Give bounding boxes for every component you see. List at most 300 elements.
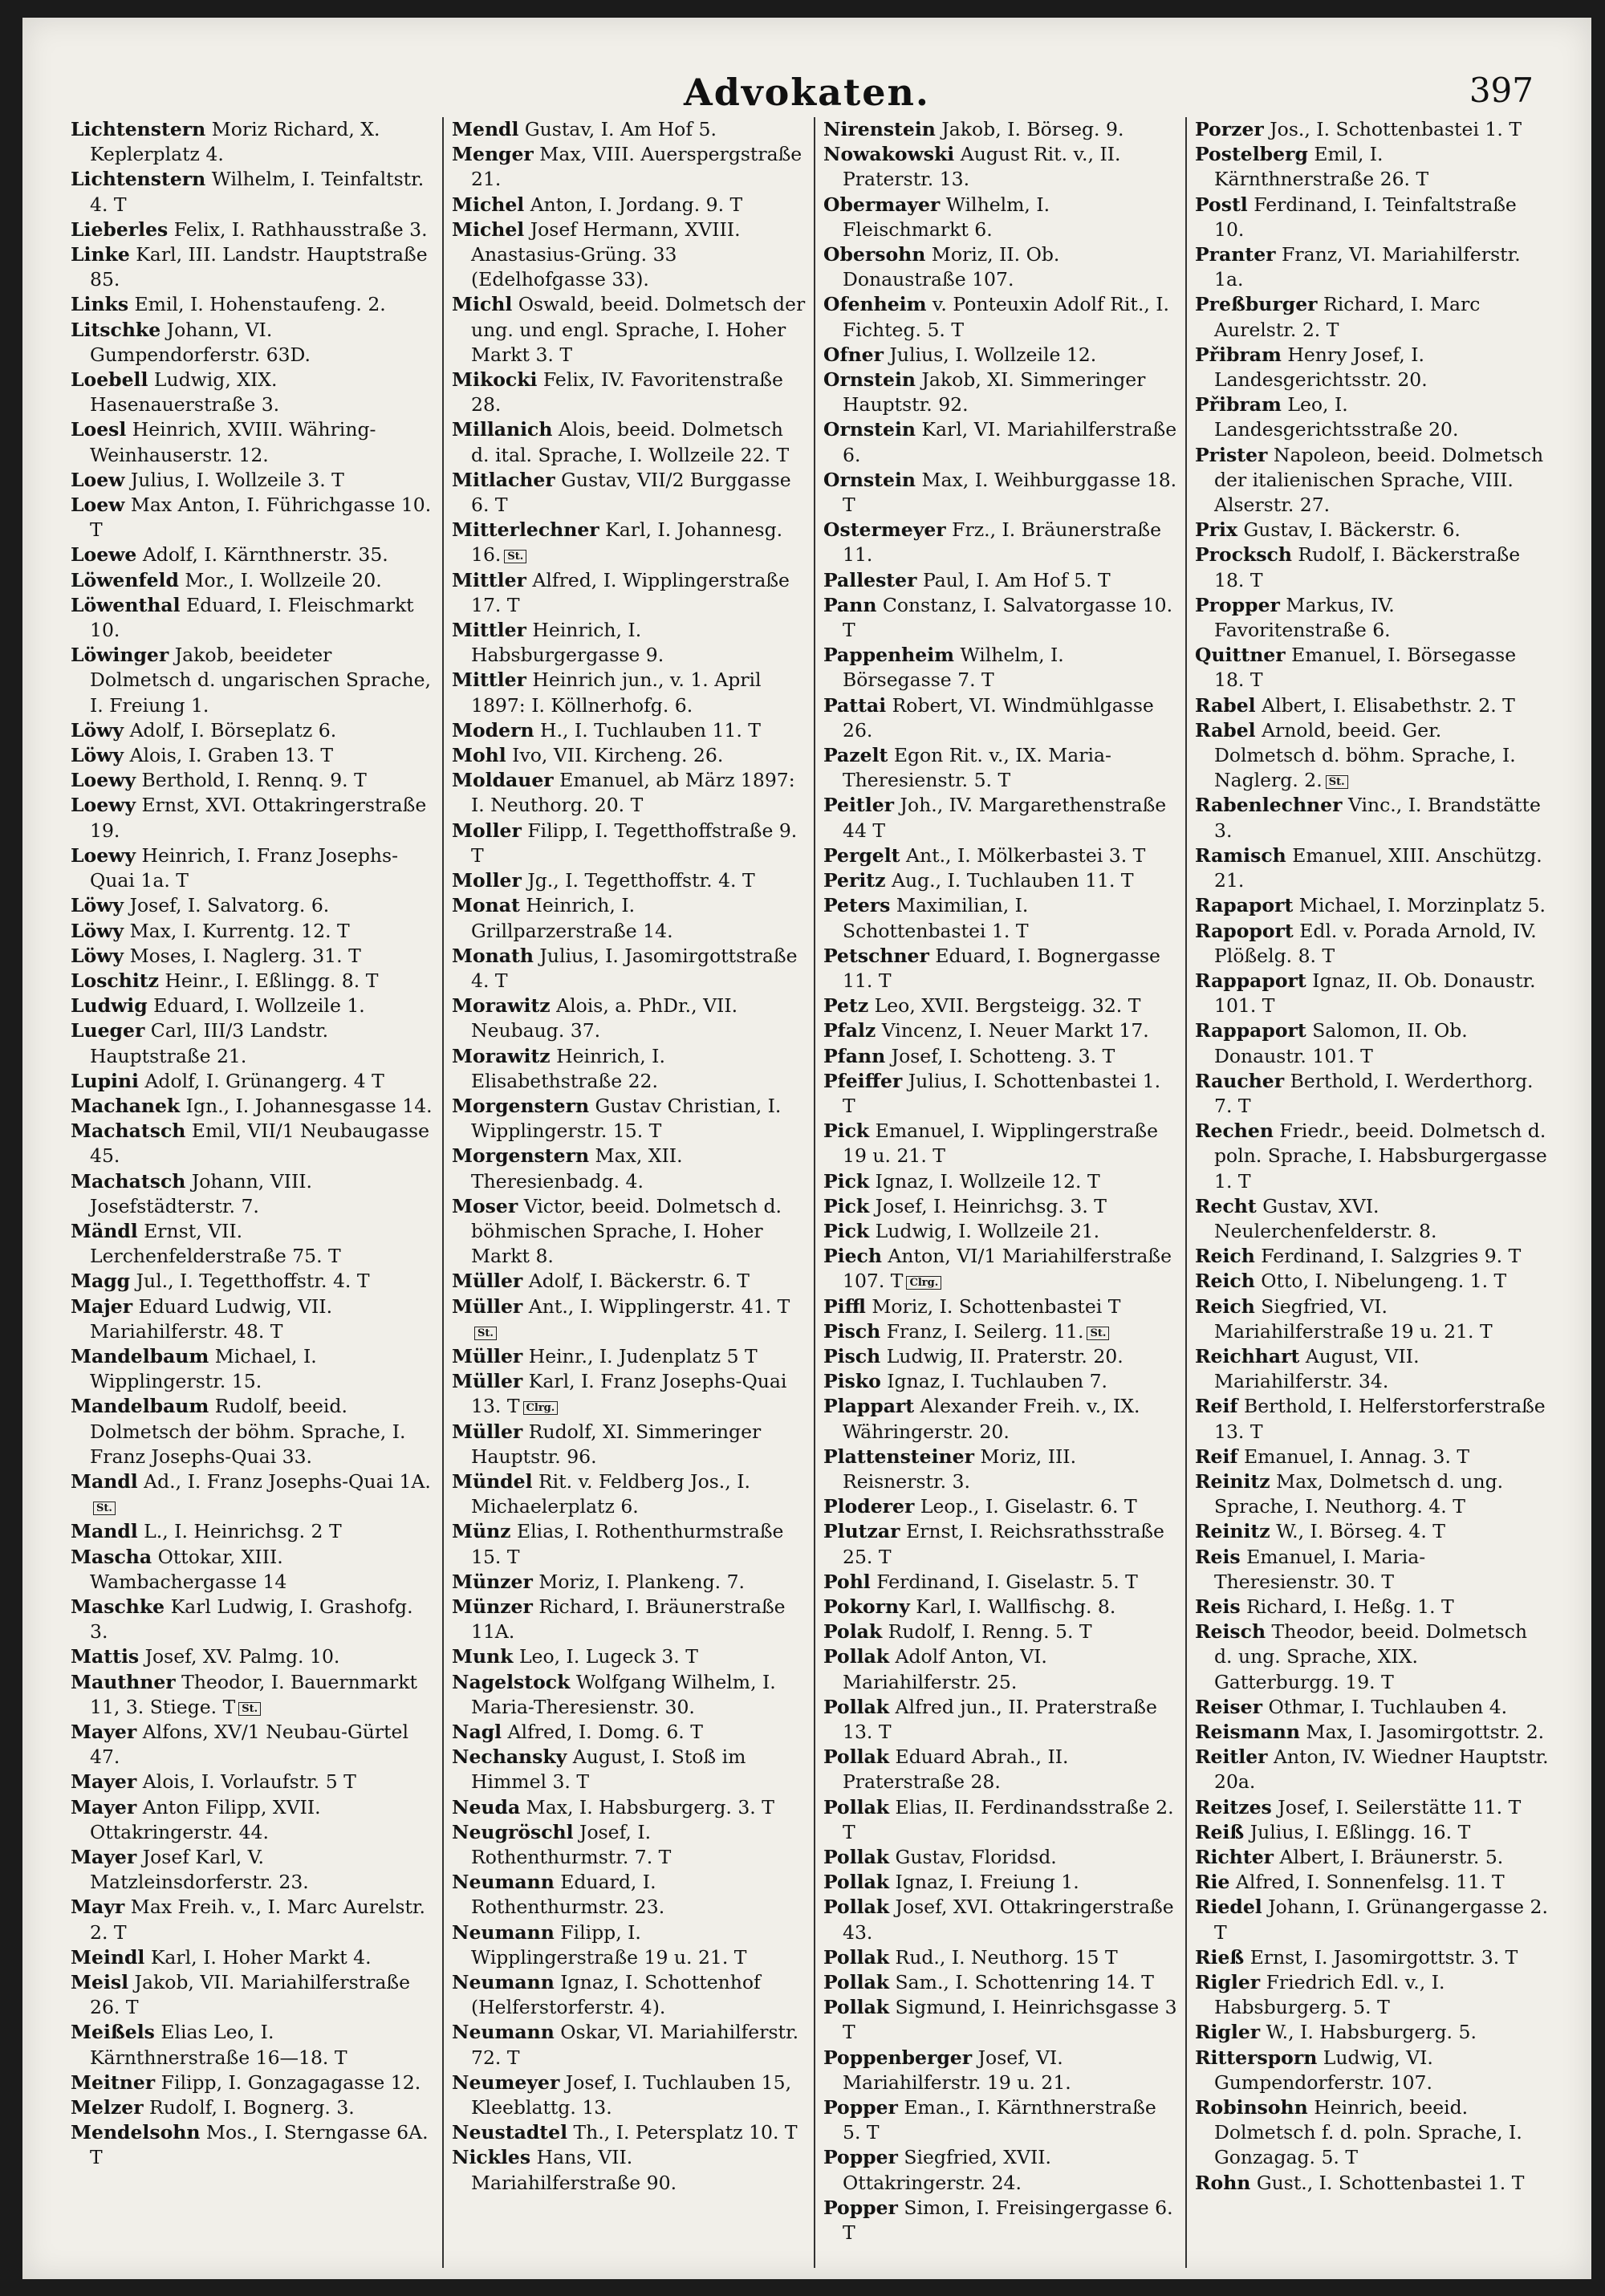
entry-details: Rud., I. Neuthorg. 15 T <box>889 1945 1118 1969</box>
entry-details: Eduard, I. Bognergasse 11. T <box>843 944 1160 992</box>
entry-details: Ernst, I. Reichsrathsstraße 25. T <box>843 1520 1164 1568</box>
entry-details: Filipp, I. Gonzagagasse 12. <box>155 2070 421 2094</box>
entry-surname: Pollak <box>823 1871 890 1894</box>
entry-details: Franz, VI. Mariahilferstr. 1a. <box>1214 243 1521 291</box>
entry-surname: Nechansky <box>452 1745 567 1769</box>
entry-details: L., I. Heinrichsg. 2 T <box>137 1520 342 1543</box>
entry-surname: Neuda <box>452 1795 521 1819</box>
entry-details: Jakob, I. Börseg. 9. <box>935 118 1124 140</box>
entry-details: Ferdinand, I. Salzgries 9. T <box>1254 1245 1522 1268</box>
directory-entry <box>452 142 806 192</box>
entry-surname: Reich <box>1195 1294 1255 1318</box>
directory-entry <box>1195 1194 1549 1244</box>
directory-entry <box>71 2095 434 2120</box>
entry-details: Ottokar, XIII. Wambachergasse 14 <box>90 1545 287 1593</box>
entry-details: Gustav, Floridsd. <box>889 1846 1057 1869</box>
directory-entry <box>823 193 1177 242</box>
entry-details: Simon, I. Freisingergasse 6. T <box>843 2196 1173 2245</box>
entry-surname: Neugröschl <box>452 1820 574 1843</box>
directory-entry <box>1195 1394 1549 1444</box>
entry-details: Gustav, I. Am Hof 5. <box>518 118 717 140</box>
entry-details: Ant., I. Mölkerbastei 3. T <box>900 843 1146 867</box>
entry-surname: Mittler <box>452 668 526 692</box>
entry-surname: Meitner <box>71 2070 156 2094</box>
directory-entry <box>71 543 434 567</box>
entry-details: Theodor, beeid. Dolmetsch d. ung. Sprache, XIX. Gatterburgg. 19. T <box>1214 1620 1528 1693</box>
directory-entry <box>452 893 806 943</box>
column-3 <box>814 117 1185 2268</box>
entry-surname: Pick <box>823 1194 870 1217</box>
directory-entry <box>1195 1945 1549 1970</box>
entry-surname: Obersohn <box>823 243 926 266</box>
entry-details: Jul., I. Tegetthoffstr. 4. T <box>130 1270 370 1293</box>
entry-details: Rudolf, XI. Simmeringer Hauptstr. 96. <box>471 1420 762 1468</box>
entry-surname: Reiser <box>1195 1695 1262 1718</box>
entry-details: Albert, I. Elisabethstr. 2. T <box>1255 693 1515 717</box>
entry-details: Markus, IV. Favoritenstraße 6. <box>1214 593 1395 642</box>
entry-surname: Popper <box>823 2196 898 2219</box>
directory-entry <box>452 1294 806 1344</box>
entry-details: Ign., I. Johannesgasse 14. <box>180 1094 433 1117</box>
entry-details: Joh., IV. Margarethenstraße 44 T <box>843 794 1167 842</box>
directory-entry <box>71 368 434 417</box>
entry-details: Alfred, I. Wipplingerstraße 17. T <box>471 568 790 616</box>
directory-entry <box>452 568 806 618</box>
directory-entry <box>452 1644 806 1669</box>
entry-details: Alexander Freih. v., IX. Währingerstr. 20. <box>843 1395 1140 1443</box>
entry-details: Gust., I. Schottenbastei 1. T <box>1250 2171 1525 2194</box>
entry-details: Moriz, I. Schottenbastei T <box>865 1294 1121 1318</box>
entry-details: Ignaz, I. Tuchlauben 7. <box>880 1370 1108 1393</box>
directory-entry <box>452 1369 806 1419</box>
entry-surname: Müller <box>452 1344 523 1367</box>
entry-surname: Rabel <box>1195 718 1256 742</box>
directory-entry <box>71 718 434 743</box>
entry-details: Friedr., beeid. Dolmetsch d. poln. Sprache, I. Habsburgergasse 1. T <box>1214 1120 1547 1193</box>
entry-surname: Pollak <box>823 1996 890 2019</box>
entry-surname: Mayr <box>71 1896 125 1919</box>
entry-details: Othmar, I. Tuchlauben 4. <box>1262 1695 1508 1718</box>
directory-entry <box>452 1920 806 1970</box>
entry-surname: Moller <box>452 869 522 892</box>
column-2 <box>442 117 814 2268</box>
entry-details: Adolf, I. Bäckerstr. 6. T <box>522 1270 750 1293</box>
entry-details: Max, VIII. Auerspergstraße 21. <box>471 143 802 191</box>
entry-surname: Reis <box>1195 1595 1241 1618</box>
directory-entry <box>452 1820 806 1870</box>
entry-surname: Mittler <box>452 568 526 591</box>
entry-mark-badge: Clrg. <box>523 1401 559 1415</box>
entry-details: Josef, I. Heinrichsg. 3. T <box>869 1194 1107 1217</box>
entry-surname: Pattai <box>823 693 887 717</box>
entry-surname: Magg <box>71 1270 131 1293</box>
entry-surname: Pokorny <box>823 1595 910 1618</box>
directory-entry <box>1195 2095 1549 2171</box>
directory-entry <box>71 919 434 944</box>
entry-details: Max, I. Weihburggasse 18. T <box>843 468 1177 517</box>
entry-details: Josef, VI. Mariahilferstr. 19 u. 21. <box>843 2046 1071 2094</box>
directory-entry <box>71 1219 434 1269</box>
entry-details: Max, I. Jasomirgottstr. 2. <box>1299 1721 1545 1743</box>
directory-entry <box>71 2020 434 2070</box>
entry-surname: Löwenthal <box>71 593 181 616</box>
entry-surname: Mündel <box>452 1469 533 1493</box>
entry-surname: Reif <box>1195 1445 1238 1468</box>
entry-details: Edl. v. Porada Arnold, IV. Plößelg. 8. T <box>1214 919 1537 967</box>
entry-details: v. Ponteuxin Adolf Rit., I. Fichteg. 5. T <box>843 293 1170 341</box>
entry-details: Adolf, I. Grünangerg. 4 T <box>138 1069 384 1092</box>
entry-details: Jakob, VII. Mariahilferstraße 26. T <box>90 1971 411 2019</box>
entry-surname: Linke <box>71 243 130 266</box>
entry-surname: Petschner <box>823 944 929 967</box>
directory-entry <box>1195 518 1549 543</box>
directory-entry <box>823 1169 1177 1194</box>
directory-entry <box>71 1644 434 1669</box>
directory-entry <box>823 1695 1177 1745</box>
entry-surname: Mascha <box>71 1545 152 1568</box>
directory-entry <box>452 1269 806 1294</box>
directory-entry <box>1195 893 1549 918</box>
entry-details: Karl Ludwig, I. Grashofg. 3. <box>90 1595 413 1644</box>
entry-details: Moses, I. Naglerg. 31. T <box>124 944 361 967</box>
entry-details: Adolf, I. Börseplatz 6. <box>124 718 337 742</box>
entry-details: Elias, II. Ferdinandsstraße 2. T <box>843 1795 1174 1843</box>
entry-surname: Ostermeyer <box>823 518 946 542</box>
directory-entry <box>1195 1545 1549 1595</box>
directory-entry <box>452 1670 806 1720</box>
directory-entry <box>71 768 434 793</box>
directory-entry <box>452 1420 806 1469</box>
entry-surname: Millanich <box>452 418 553 441</box>
directory-entry <box>823 643 1177 693</box>
entry-surname: Rie <box>1195 1871 1230 1894</box>
directory-entry <box>1195 1445 1549 1469</box>
entry-details: Leo, I. Lugeck 3. T <box>513 1645 698 1668</box>
entry-surname: Pazelt <box>823 744 888 767</box>
entry-details: Richard, I. Marc Aurelstr. 2. T <box>1214 293 1481 341</box>
entry-surname: Morgenstern <box>452 1094 590 1117</box>
directory-entry <box>71 292 434 317</box>
entry-surname: Nagelstock <box>452 1670 571 1693</box>
directory-entry <box>1195 1619 1549 1695</box>
directory-entry <box>452 668 806 717</box>
directory-entry <box>1195 593 1549 643</box>
entry-surname: Plutzar <box>823 1520 900 1543</box>
directory-entry <box>1195 1069 1549 1119</box>
directory-entry <box>1195 1720 1549 1745</box>
directory-entry <box>823 1845 1177 1870</box>
entry-details: Gustav, VII/2 Burggasse 6. T <box>471 468 791 517</box>
directory-entry <box>71 217 434 242</box>
entry-surname: Riedel <box>1195 1896 1262 1919</box>
entry-surname: Loschitz <box>71 969 159 992</box>
directory-entry <box>823 1369 1177 1394</box>
entry-surname: Ornstein <box>823 418 916 441</box>
entry-details: Ferdinand, I. Giselastr. 5. T <box>870 1570 1138 1593</box>
entry-details: Frz., I. Bräunerstraße 11. <box>843 518 1162 567</box>
entry-details: Josef, I. Salvatorg. 6. <box>124 894 330 917</box>
directory-entry <box>452 417 806 467</box>
entry-surname: Rabenlechner <box>1195 794 1343 817</box>
directory-entry <box>1195 1469 1549 1519</box>
directory-entry <box>71 1344 434 1394</box>
directory-entry <box>823 1219 1177 1244</box>
entry-details: Rudolf, I. Bognerg. 3. <box>143 2096 355 2119</box>
directory-entry <box>823 944 1177 994</box>
entry-surname: Neumann <box>452 1920 555 1944</box>
directory-entry <box>71 1294 434 1344</box>
directory-entry <box>1195 2171 1549 2196</box>
directory-entry <box>823 793 1177 843</box>
directory-entry <box>1195 1970 1549 2020</box>
directory-entry <box>452 743 806 768</box>
entry-details: Richard, I. Heßg. 1. T <box>1240 1595 1454 1618</box>
entry-details: Josef, I. Seilerstätte 11. T <box>1271 1795 1522 1819</box>
entry-surname: Pollak <box>823 1645 890 1668</box>
directory-entry <box>71 417 434 467</box>
entry-surname: Münz <box>452 1520 511 1543</box>
entry-details: Aug., I. Tuchlauben 11. T <box>885 869 1134 892</box>
entry-surname: Lichtenstern <box>71 168 206 191</box>
entry-details: Robert, VI. Windmühlgasse 26. <box>843 693 1154 742</box>
entry-details: Sam., I. Schottenring 14. T <box>889 1971 1154 1994</box>
directory-entry <box>71 1770 434 1794</box>
entry-surname: Mittler <box>452 619 526 642</box>
entry-surname: Loesl <box>71 418 127 441</box>
entry-details: Alfred, I. Domg. 6. T <box>502 1721 703 1743</box>
entry-surname: Pfalz <box>823 1019 876 1042</box>
directory-page <box>22 18 1591 2279</box>
entry-details: Elias, I. Rothenthurmstraße 15. T <box>471 1520 784 1568</box>
entry-details: Ernst, VII. Lerchenfelderstraße 75. T <box>90 1219 341 1268</box>
entry-surname: Pappenheim <box>823 644 954 667</box>
entry-surname: Mändl <box>71 1219 138 1242</box>
entry-surname: Rappaport <box>1195 1019 1306 1042</box>
entry-surname: Postl <box>1195 193 1248 216</box>
directory-entry <box>1195 1269 1549 1294</box>
entry-surname: Reich <box>1195 1270 1255 1293</box>
directory-entry <box>452 2070 806 2120</box>
entry-details: Julius, I. Eßlingg. 16. T <box>1244 1820 1471 1843</box>
directory-entry <box>452 819 806 868</box>
entry-surname: Löwinger <box>71 644 169 667</box>
entry-surname: Lichtenstern <box>71 118 206 140</box>
entry-details: Ludwig, XIX. Hasenauerstraße 3. <box>90 368 280 417</box>
directory-entry <box>71 1169 434 1219</box>
directory-entry <box>71 468 434 493</box>
entry-details: Anton Filipp, XVII. Ottakringerstr. 44. <box>90 1795 321 1843</box>
directory-entry <box>452 518 806 567</box>
directory-entry <box>71 994 434 1018</box>
entry-details: Theodor, I. Bauernmarkt 11, 3. Stiege. T <box>90 1670 417 1718</box>
directory-entry <box>1195 718 1549 794</box>
directory-entry <box>823 1044 1177 1069</box>
entry-details: Ernst, I. Jasomirgottstr. 3. T <box>1244 1945 1518 1969</box>
entry-details: Carl, III/3 Landstr. Hauptstraße 21. <box>90 1019 329 1067</box>
directory-entry <box>1195 1745 1549 1794</box>
entry-details: Ludwig, I. Wollzeile 21. <box>869 1219 1100 1242</box>
entry-surname: Meisl <box>71 1971 129 1994</box>
directory-entry <box>452 2020 806 2070</box>
entry-mark-badge: St. <box>504 550 526 563</box>
entry-details: Emanuel, I. Maria-Theresienstr. 30. T <box>1214 1545 1426 1593</box>
entry-details: Leo, XVII. Bergsteigg. 32. T <box>868 994 1141 1018</box>
entry-surname: Ornstein <box>823 368 916 392</box>
entry-details: Julius, I. Wollzeile 12. <box>884 343 1097 366</box>
entry-surname: Mandelbaum <box>71 1395 209 1418</box>
entry-surname: Procksch <box>1195 543 1292 567</box>
entry-surname: Mandl <box>71 1469 138 1493</box>
directory-entry <box>71 1895 434 1944</box>
entry-surname: Polak <box>823 1620 883 1644</box>
directory-entry <box>452 1194 806 1270</box>
entry-surname: Loewy <box>71 843 136 867</box>
directory-entry <box>1195 1294 1549 1344</box>
entry-mark-badge: St. <box>238 1702 261 1716</box>
entry-details: Napoleon, beeid. Dolmetsch der italienischen Sprache, VIII. Alserstr. 27. <box>1214 443 1544 517</box>
entry-surname: Morawitz <box>452 994 551 1018</box>
entry-details: Eduard, I. Fleischmarkt 10. <box>90 593 414 642</box>
entry-details: Johann, VI. Gumpendorferstr. 63D. <box>90 318 311 366</box>
directory-entry <box>1195 793 1549 843</box>
entry-details: Eduard Abrah., II. Praterstraße 28. <box>843 1745 1069 1794</box>
directory-entry <box>452 292 806 368</box>
entry-surname: Ludwig <box>71 994 148 1018</box>
entry-details: Jos., I. Schottenbastei 1. T <box>1263 118 1522 140</box>
entry-surname: Mauthner <box>71 1670 176 1693</box>
directory-entry <box>823 117 1177 142</box>
directory-entry <box>823 994 1177 1018</box>
entry-details: Johann, I. Grünangergasse 2. T <box>1214 1896 1548 1944</box>
entry-surname: Ornstein <box>823 468 916 491</box>
directory-entry <box>71 568 434 593</box>
entry-surname: Müller <box>452 1370 523 1393</box>
entry-details: Otto, I. Nibelungeng. 1. T <box>1254 1270 1507 1293</box>
entry-surname: Michel <box>452 217 525 241</box>
directory-entry <box>452 944 806 994</box>
column-4 <box>1185 117 1557 2268</box>
entry-surname: Mayer <box>71 1770 137 1794</box>
entry-details: Alfred jun., II. Praterstraße 13. T <box>843 1695 1157 1743</box>
entry-mark-badge: Clrg. <box>906 1276 941 1290</box>
entry-details: Wilhelm, I. Börsegasse 7. T <box>843 644 1064 692</box>
directory-entry <box>452 1344 806 1369</box>
directory-entry <box>823 1795 1177 1845</box>
entry-details: August Rit. v., II. Praterstr. 13. <box>843 143 1121 191</box>
directory-entry <box>1195 242 1549 292</box>
entry-details: H., I. Tuchlauben 11. T <box>534 718 761 742</box>
entry-details: August, VII. Mariahilferstr. 34. <box>1214 1344 1420 1393</box>
directory-entry <box>71 843 434 893</box>
directory-entry <box>452 1720 806 1745</box>
entry-details: Emil, I. Kärnthnerstraße 26. T <box>1214 143 1429 191</box>
entry-details: Eduard, I. Rothenthurmstr. 23. <box>471 1871 665 1919</box>
directory-entry <box>823 2046 1177 2095</box>
directory-entry <box>452 217 806 293</box>
directory-entry <box>1195 1018 1549 1068</box>
entry-details: Rudolf, beeid. Dolmetsch der böhm. Sprache, I. Franz Josephs-Quai 33. <box>90 1395 406 1468</box>
entry-surname: Rapoport <box>1195 919 1294 942</box>
directory-entry <box>452 768 806 818</box>
directory-entry <box>823 142 1177 192</box>
directory-entry <box>823 1445 1177 1494</box>
directory-entry <box>452 368 806 417</box>
directory-entry <box>823 868 1177 893</box>
entry-surname: Rittersporn <box>1195 2046 1318 2069</box>
entry-surname: Moller <box>452 819 522 842</box>
directory-entry <box>71 1545 434 1595</box>
entry-details: Heinrich, I. Grillparzerstraße 14. <box>471 894 673 942</box>
directory-entry <box>71 1519 434 1544</box>
entry-surname: Rieß <box>1195 1945 1245 1969</box>
entry-details: Max, XII. Theresienbadg. 4. <box>471 1144 683 1193</box>
entry-surname: Ofner <box>823 343 884 366</box>
directory-entry <box>823 518 1177 567</box>
directory-entry <box>823 2196 1177 2245</box>
entry-surname: Pfann <box>823 1044 886 1067</box>
entry-surname: Mendelsohn <box>71 2121 201 2144</box>
entry-surname: Monath <box>452 944 534 967</box>
entry-surname: Löwy <box>71 944 124 967</box>
entry-surname: Rigler <box>1195 1971 1261 1994</box>
entry-surname: Lueger <box>71 1019 145 1042</box>
entry-details: Rudolf, I. Bäckerstraße 18. T <box>1214 543 1521 591</box>
entry-surname: Reinitz <box>1195 1469 1270 1493</box>
entry-surname: Přibram <box>1195 343 1282 366</box>
entry-surname: Raucher <box>1195 1069 1285 1092</box>
entry-surname: Loewy <box>71 794 136 817</box>
directory-entry <box>71 893 434 918</box>
entry-surname: Reisch <box>1195 1620 1266 1644</box>
entry-details: Ferdinand, I. Teinfaltstraße 10. <box>1214 193 1517 241</box>
entry-details: Ad., I. Franz Josephs-Quai 1A. <box>137 1469 431 1493</box>
entry-surname: Rappaport <box>1195 969 1306 992</box>
entry-details: Maximilian, I. Schottenbastei 1. T <box>843 894 1029 942</box>
entry-surname: Pollak <box>823 1695 890 1718</box>
entry-details: Johann, VIII. Josefstädterstr. 7. <box>90 1169 313 1217</box>
entry-details: Rit. v. Feldberg Jos., I. Michaelerplatz 6. <box>471 1469 750 1518</box>
entry-surname: Reichhart <box>1195 1344 1300 1367</box>
directory-entry <box>71 1720 434 1770</box>
entry-surname: Loewe <box>71 543 137 567</box>
entry-details: Th., I. Petersplatz 10. T <box>567 2121 798 2144</box>
page-title: Advokaten. <box>684 71 930 114</box>
entry-surname: Machatsch <box>71 1120 186 1143</box>
entry-surname: Links <box>71 293 129 316</box>
directory-entry <box>823 343 1177 368</box>
entry-details: Ernst, XVI. Ottakringerstraße 19. <box>90 794 427 842</box>
entry-surname: Peters <box>823 894 891 917</box>
entry-details: Ignaz, I. Wollzeile 12. T <box>869 1169 1100 1193</box>
entry-surname: Modern <box>452 718 534 742</box>
entry-surname: Pick <box>823 1120 870 1143</box>
directory-entry <box>452 718 806 743</box>
entry-details: Karl, I. Hoher Markt 4. <box>144 1945 372 1969</box>
column-1 <box>71 117 442 2268</box>
entry-surname: Peritz <box>823 869 886 892</box>
directory-entry <box>823 2145 1177 2195</box>
entry-details: Eman., I. Kärnthnerstraße 5. T <box>843 2096 1156 2144</box>
entry-surname: Löwy <box>71 718 124 742</box>
directory-entry <box>452 193 806 217</box>
entry-surname: Pollak <box>823 1896 890 1919</box>
entry-details: Michael, I. Wipplingerstr. 15. <box>90 1344 317 1393</box>
directory-entry <box>71 944 434 969</box>
directory-entry <box>823 893 1177 943</box>
entry-surname: Prix <box>1195 518 1237 542</box>
directory-entry <box>1195 1519 1549 1544</box>
entry-details: Moriz, I. Plankeng. 7. <box>532 1570 746 1593</box>
